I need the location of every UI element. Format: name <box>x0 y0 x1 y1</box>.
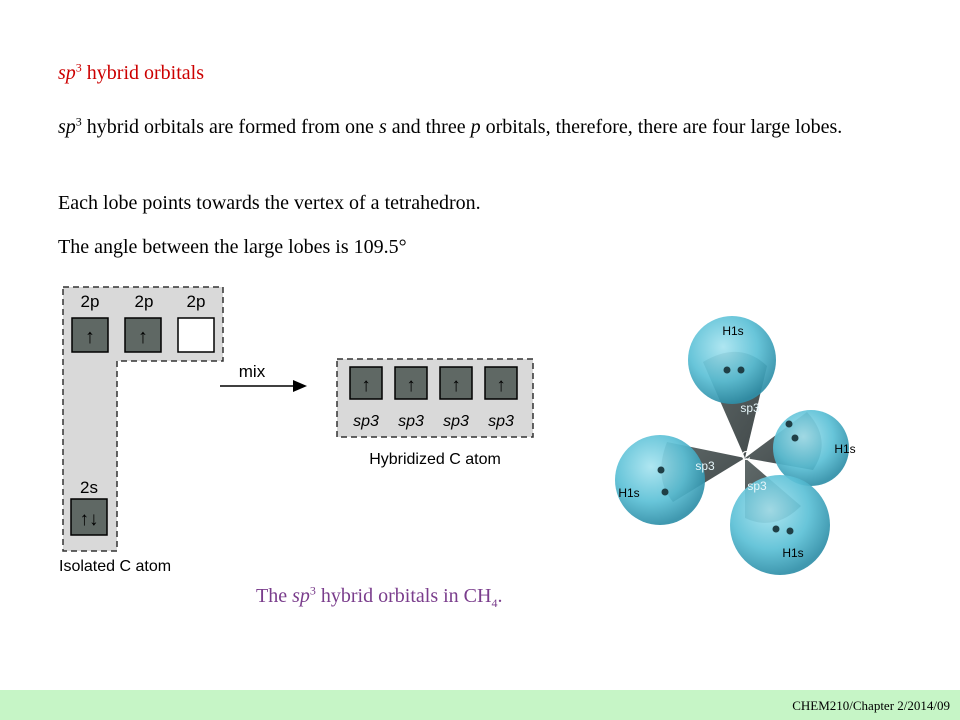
hybrid-label-3: sp3 <box>443 413 469 430</box>
figure-caption: The $sp^3$ hybrid orbitals in $CH_4$. <box>256 583 503 610</box>
mix-label: mix <box>238 362 266 381</box>
s-label: 2s <box>80 478 98 497</box>
hybrid-electron-1: ↑ <box>361 375 371 396</box>
paragraph-tetrahedron: Each lobe points towards the vertex of a tetrahedron. <box>58 192 481 214</box>
hybrid-atom-caption: Hybridized C atom <box>369 451 501 468</box>
h1s-label-left: H1s <box>618 486 640 500</box>
carbon-label: C <box>741 448 751 463</box>
p-label-3: 2p <box>186 292 206 311</box>
mix-arrow-head <box>293 380 307 392</box>
h1s-label-top: H1s <box>722 324 744 338</box>
hybrid-label-1: sp3 <box>353 413 379 430</box>
hybrid-label-2: sp3 <box>398 413 424 430</box>
paragraph-formation: $sp^3$ hybrid orbitals are formed from one s and three p orbitals, therefore, there are four large lobes. <box>58 114 843 138</box>
p-label-2: 2p <box>134 292 154 311</box>
footer-text: CHEM210/Chapter 2/2014/09 <box>792 698 950 713</box>
h1s-sphere-bottom <box>730 475 830 575</box>
isolated-atom-caption: Isolated C atom <box>59 558 172 575</box>
slide-title: $sp^3$ hybrid orbitals <box>58 60 205 84</box>
hybrid-electron-3: ↑ <box>451 375 461 396</box>
hybrid-label-4: sp3 <box>488 413 514 430</box>
p-electron-1: ↑ <box>85 326 95 348</box>
h1s-label-right: H1s <box>834 442 856 456</box>
sp3-label-left: sp3 <box>695 459 715 473</box>
h1s-sphere-left <box>615 435 705 525</box>
p-label-1: 2p <box>80 292 100 311</box>
sp3-label-bottom: sp3 <box>747 479 767 493</box>
h1s-label-bottom: H1s <box>782 546 804 560</box>
s-electrons: ↑↓ <box>79 509 99 530</box>
sp3-label-top: sp3 <box>740 401 760 415</box>
hybrid-electron-2: ↑ <box>406 375 416 396</box>
paragraph-angle: The angle between the large lobes is 109.5° <box>58 236 407 258</box>
p-electron-2: ↑ <box>138 326 148 348</box>
ch4-molecule-illustration <box>595 300 870 585</box>
orbital-diagram <box>55 283 545 578</box>
p-orbital-box-3 <box>178 318 214 352</box>
hybrid-electron-4: ↑ <box>496 375 506 396</box>
